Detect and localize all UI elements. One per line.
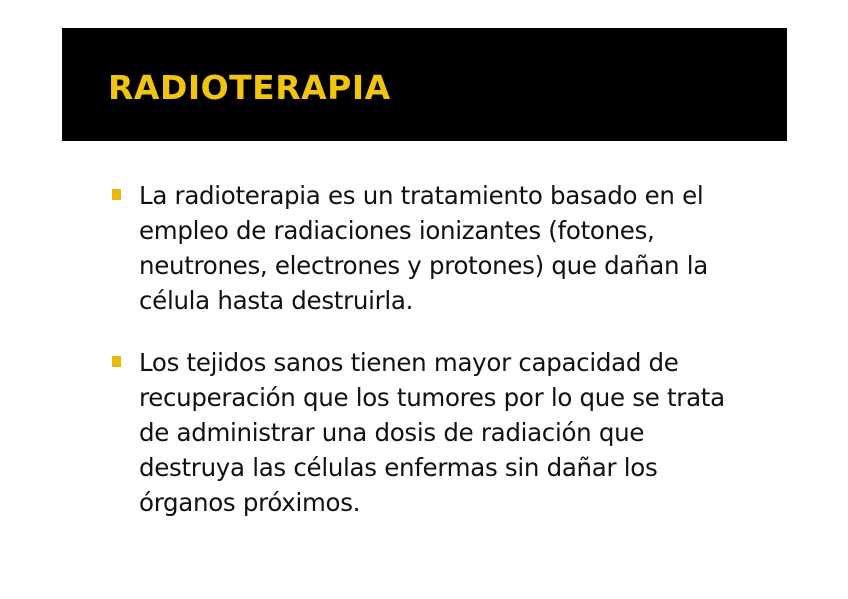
square-bullet-icon: [112, 189, 121, 200]
bullet-item: [112, 178, 752, 318]
bullet-text: La radioterapia es un tratamiento basado en el empleo de radiaciones ionizantes (fotones, neutrones, electrones y protones) que dañan la célula hasta destruirla.: [139, 181, 708, 315]
square-bullet-icon: [112, 356, 121, 367]
bullet-list: [112, 178, 752, 547]
bullet-item: [112, 345, 752, 520]
slide-title: RADIOTERAPIA: [108, 68, 391, 107]
bullet-text: Los tejidos sanos tienen mayor capacidad de recuperación que los tumores por lo que se trata de administrar una dosis de radiación que destruya las células enfermas sin dañar los órganos próximos.: [139, 348, 725, 517]
title-bar: [62, 28, 787, 141]
